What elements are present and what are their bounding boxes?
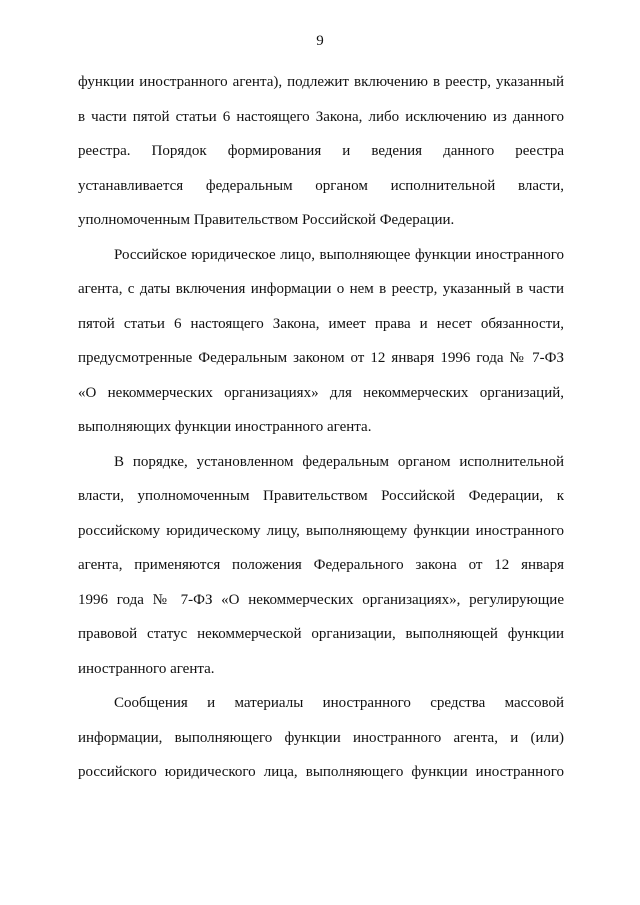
text-line: выполняющих функции иностранного агента. xyxy=(78,419,372,435)
text-line: реестра. Порядок формирования и ведения данного реестра xyxy=(78,143,564,159)
text-line: Российское юридическое лицо, выполняющее функции иностранного xyxy=(114,246,564,263)
paragraph xyxy=(78,238,564,445)
paragraph xyxy=(78,686,564,790)
text-line: устанавливается федеральным органом исполнительной власти, xyxy=(78,177,564,194)
text-line: российскому юридическому лицу, выполняющему функции иностранного xyxy=(78,522,564,539)
text-line: правовой статус некоммерческой организации, выполняющей функции xyxy=(78,626,564,642)
paragraph xyxy=(78,445,564,687)
text-line: «О некоммерческих организациях» для некоммерческих организаций, xyxy=(78,384,564,401)
text-line: предусмотренные Федеральным законом от 12 января 1996 года № 7-ФЗ xyxy=(78,350,564,366)
document-body xyxy=(78,65,564,790)
paragraph xyxy=(78,65,564,238)
text-line: уполномоченным Правительством Российской Федерации. xyxy=(78,212,455,228)
text-line: российского юридического лица, выполняющего функции иностранного xyxy=(78,764,564,780)
text-line: функции иностранного агента), подлежит включению в реестр, указанный xyxy=(78,74,564,90)
text-line: информации, выполняющего функции иностранного агента, и (или) xyxy=(78,729,564,746)
text-line: Сообщения и материалы иностранного средства массовой xyxy=(114,695,564,711)
text-line: 1996 года № 7-ФЗ «О некоммерческих организациях», регулирующие xyxy=(78,591,564,608)
text-line: агента, применяются положения Федерального закона от 12 января xyxy=(78,557,564,573)
text-line: В порядке, установленном федеральным органом исполнительной xyxy=(114,453,564,470)
text-line: пятой статьи 6 настоящего Закона, имеет права и несет обязанности, xyxy=(78,315,564,332)
text-line: иностранного агента. xyxy=(78,660,215,677)
text-line: в части пятой статьи 6 настоящего Закона, либо исключению из данного xyxy=(78,108,564,125)
page-number: 9 xyxy=(316,33,324,49)
text-line: власти, уполномоченным Правительством Российской Федерации, к xyxy=(78,488,564,504)
text-line: агента, с даты включения информации о нем в реестр, указанный в части xyxy=(78,281,564,297)
